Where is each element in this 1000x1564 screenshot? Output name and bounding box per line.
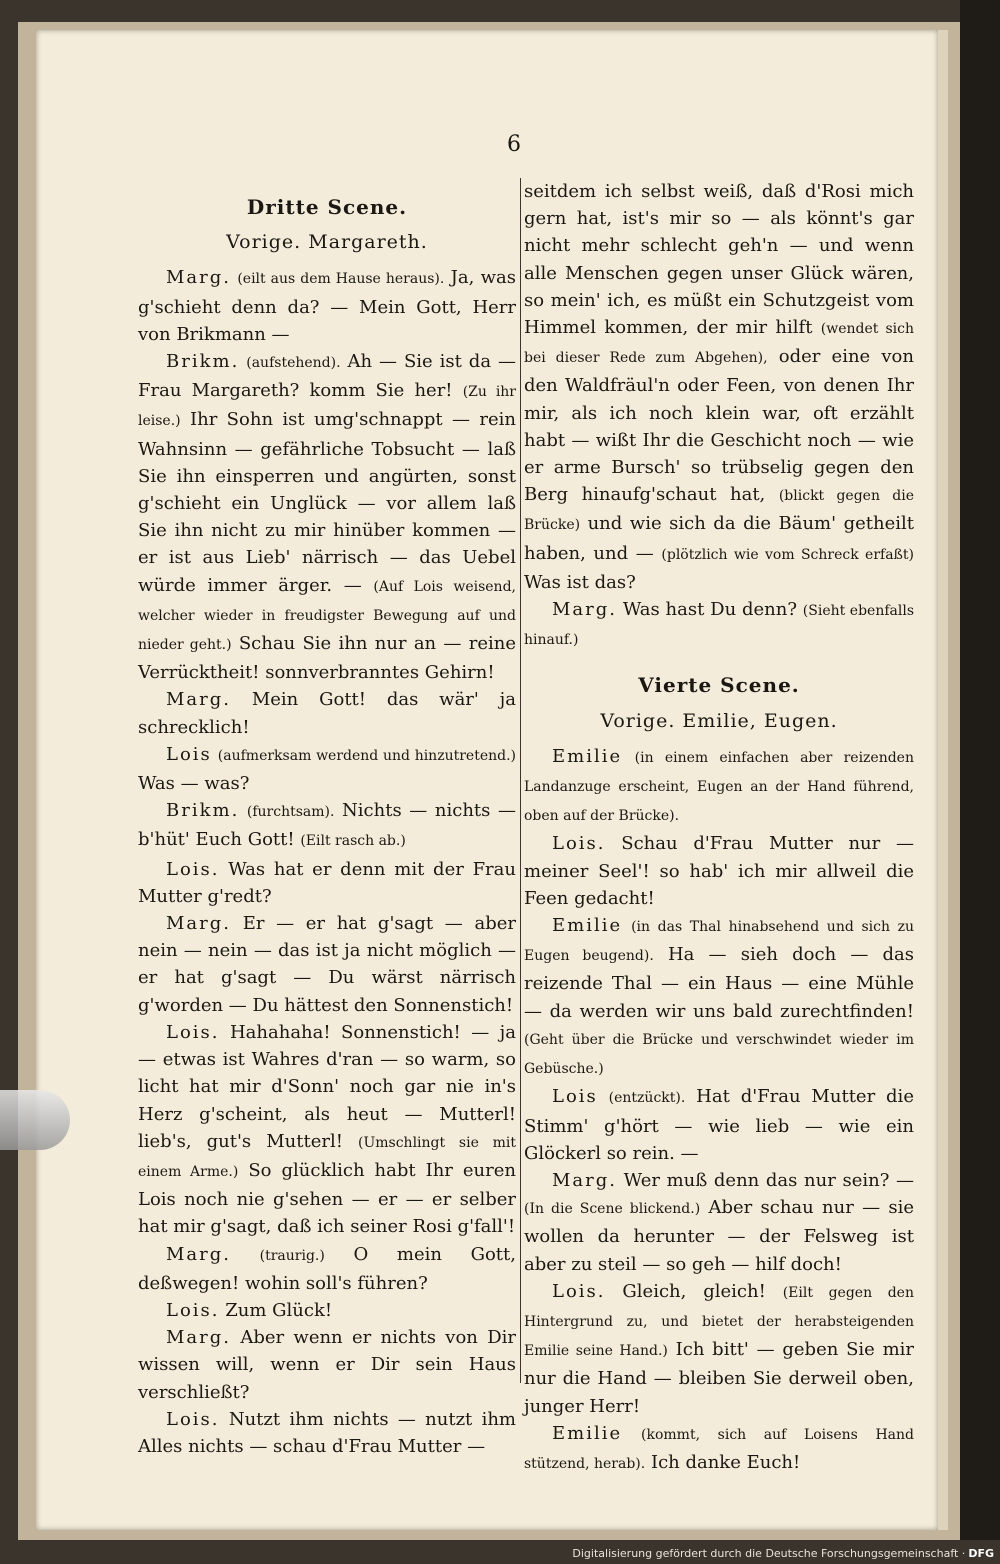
stage-direction: (Geht über die Brücke und verschwindet wieder im Gebüsche.) <box>524 1031 914 1078</box>
speaker: Marg. <box>552 1169 618 1191</box>
dialogue-paragraph <box>138 910 516 1019</box>
speaker: Emilie <box>552 745 623 767</box>
speaker: Brikm. <box>166 351 240 373</box>
stage-direction: (furchtsam). <box>246 804 335 821</box>
dialogue-paragraph <box>138 856 516 910</box>
dialogue-text: Zum Glück! <box>225 1299 333 1321</box>
stage-direction: (aufmerksam werdend und hinzutretend.) <box>217 747 516 764</box>
speaker: Marg. <box>552 599 618 621</box>
speaker: Lois. <box>166 858 220 880</box>
dialogue-text: Hat d'Frau Mutter die Stimm' g'hört — wie lieb — wie ein Glöckerl so rein. — <box>524 1086 914 1164</box>
stage-direction: (Umschlingt sie mit einem Arme.) <box>138 1134 516 1180</box>
dialogue-text: Mein Gott! das wär' ja schrecklich! <box>138 689 516 738</box>
dialogue-text: Schau d'Frau Mutter nur — meiner Seel'! so hab' ich mir allweil die Feen gedacht! <box>524 833 914 909</box>
dialogue-text: Nichts — nichts — b'hüt' Euch Gott! <box>138 800 516 851</box>
speaker: Lois. <box>166 1021 220 1043</box>
speaker: Lois <box>552 1086 598 1108</box>
dialogue-paragraph <box>138 1297 516 1324</box>
dialogue-paragraph <box>524 1083 914 1167</box>
dialogue-text: So glücklich habt Ihr euren Lois noch nie g'sehen — er — er selber hat mir g'sagt, daß ich seiner Rosi g'fall'! <box>138 1159 516 1238</box>
dialogue-paragraph <box>138 741 516 797</box>
scene-characters: Vorige. Emilie, Eugen. <box>600 709 838 732</box>
stage-direction: (Eilt rasch ab.) <box>300 833 406 850</box>
dialogue-text: oder eine von den Waldfräul'n oder Feen, von denen Ihr mir, als ich noch klein war, oft erzählt habt — wißt Ihr die Geschicht noch — wie er arme Bursch' so trübselig gegen den Berg hinaufg'schaut hat, <box>524 346 914 506</box>
dialogue-paragraph <box>524 1167 914 1278</box>
speaker: Emilie <box>552 1422 623 1444</box>
column-divider <box>520 178 521 1383</box>
stage-direction: (Eilt gegen den Hintergrund zu, und bietet der herabsteigenden Emilie seine Hand.) <box>524 1284 914 1360</box>
speaker: Marg. <box>166 689 232 711</box>
speaker: Marg. <box>166 1327 232 1349</box>
dialogue-paragraph <box>138 1019 516 1241</box>
dialogue-text: Was — was? <box>138 773 250 795</box>
stage-direction: (eilt aus dem Hause heraus). <box>237 271 445 288</box>
dialogue-paragraph <box>524 1420 914 1478</box>
speaker: Lois. <box>166 1299 220 1321</box>
left-column <box>138 178 516 1460</box>
dialogue-text: und wie sich da die Bäum' getheilt haben, und — <box>524 513 914 564</box>
dialogue-paragraph <box>524 1278 914 1420</box>
dialogue-text: Was hast Du denn? <box>622 599 797 621</box>
stage-direction: (plötzlich wie vom Schreck erfaßt) <box>661 546 914 563</box>
scene-heading: Dritte Scene. <box>246 195 408 219</box>
dialogue-text: Er — er hat g'sagt — aber nein — nein — das ist ja nicht möglich — er hat g'sagt — Du wärst närrisch g'worden — Du hättest den Sonnenstich! <box>138 913 516 1016</box>
dialogue-text: Hahahaha! Sonnenstich! — ja — etwas ist Wahres d'ran — so warm, so licht hat mir d'Sonn' noch gar nie in's Herz g'scheint, als heut — Mutterl! lieb's, gut's Mutterl! <box>138 1021 516 1152</box>
stage-direction: (traurig.) <box>259 1247 325 1264</box>
dialogue-paragraph <box>138 348 516 686</box>
dialogue-paragraph <box>138 264 516 348</box>
dialogue-text: Ihr Sohn ist umg'schnappt — rein Wahnsinn — gefährliche Tobsucht — laß Sie ihn einsperren und angürten, sonst g'schieht ein Unglück — vor allem laß Sie ihn nicht zu mir hinüber kommen — er ist aus Lieb' närrisch — das Uebel würde immer ärger. — <box>138 409 516 596</box>
dialogue-text: Ich danke Euch! <box>650 1451 801 1473</box>
dialogue-text: Wer muß denn das nur sein? — <box>623 1169 914 1191</box>
stage-direction: (Sieht ebenfalls hinauf.) <box>524 603 915 649</box>
scene-heading: Vierte Scene. <box>638 673 800 698</box>
stage-direction: (in einem einfachen aber reizenden Landanzuge erscheint, Eugen an der Hand führend, oben auf der Brücke). <box>524 749 914 825</box>
scanner-clip <box>0 1090 70 1150</box>
stage-direction: (blickt gegen die Brücke) <box>524 488 914 534</box>
adjacent-page-edge <box>960 0 1000 1540</box>
stage-direction: (wendet sich bei dieser Rede zum Abgehen), <box>524 321 914 367</box>
dialogue-paragraph <box>524 178 914 596</box>
scene-characters: Vorige. Margareth. <box>226 231 428 254</box>
speaker: Lois. <box>166 1408 220 1430</box>
dialogue-paragraph <box>524 596 914 654</box>
dialogue-text: O mein Gott, deßwegen! wohin soll's führen? <box>138 1243 516 1294</box>
dialogue-text: seitdem ich selbst weiß, daß d'Rosi mich gern hat, ist's mir so — als könnt's gar nicht mehr schlecht geh'n — und wenn alle Menschen gegen unser Glück wären, so mein' ich, es müßt ein Schutzgeist vom Himmel kommen, der mir hilft <box>524 181 914 339</box>
stage-direction: (In die Scene blickend.) <box>524 1201 701 1218</box>
dialogue-paragraph <box>524 830 914 912</box>
dialogue-paragraph <box>138 686 516 740</box>
dialogue-text: Ja, was g'schieht denn da? — Mein Gott, Herr von Brikmann — <box>138 267 516 345</box>
dialogue-paragraph <box>524 743 914 831</box>
page-fold <box>938 30 948 1530</box>
speaker: Marg. <box>166 913 232 935</box>
speaker: Brikm. <box>166 800 240 822</box>
stage-direction: (Zu ihr leise.) <box>138 384 517 430</box>
stage-direction: (Auf Lois weisend, welcher wieder in freudigster Bewegung auf und nieder geht.) <box>138 578 516 654</box>
dialogue-text: Was ist das? <box>524 571 636 593</box>
dialogue-text: Ich bitt' — geben Sie mir nur die Hand — bleiben Sie derweil oben, junger Herr! <box>524 1339 914 1417</box>
speaker: Lois <box>166 743 212 765</box>
stage-direction: (in das Thal hinabsehend und sich zu Eugen beugend). <box>524 919 914 965</box>
dialogue-paragraph <box>138 1241 516 1297</box>
dialogue-paragraph <box>524 912 914 1083</box>
stage-direction: (entzückt). <box>608 1090 686 1107</box>
speaker: Lois. <box>552 833 606 855</box>
speaker: Marg. <box>166 1243 232 1265</box>
dialogue-paragraph <box>138 1324 516 1406</box>
page-number: 6 <box>507 132 521 157</box>
dialogue-paragraph <box>138 1406 516 1460</box>
dialogue-text: Ha — sieh doch — das reizende Thal — ein Haus — eine Mühle — da werden wir uns bald zurechtfinden! <box>524 944 914 1022</box>
dialogue-paragraph <box>138 797 516 855</box>
right-column <box>524 178 914 1478</box>
dialogue-text: Ah — Sie ist da — Frau Margareth? komm Sie her! <box>138 351 517 402</box>
stage-direction: (aufstehend). <box>246 355 341 372</box>
dfg-logo-icon: DFG <box>968 1547 994 1560</box>
dialogue-text: Aber wenn er nichts von Dir wissen will, wenn er Dir sein Haus verschließt? <box>138 1327 516 1403</box>
dialogue-text: Gleich, gleich! <box>622 1280 766 1302</box>
dialogue-text: Nutzt ihm nichts — nutzt ihm Alles nichts — schau d'Frau Mutter — <box>138 1408 516 1457</box>
speaker: Emilie <box>552 915 623 937</box>
digitization-credit <box>572 1547 994 1560</box>
credit-text: Digitalisierung gefördert durch die Deutsche Forschungsgemeinschaft · <box>572 1547 966 1560</box>
dialogue-text: Schau Sie ihn nur an — reine Verrücktheit! sonnverbranntes Gehirn! <box>138 633 516 684</box>
dialogue-text: Was hat er denn mit der Frau Mutter g'redt? <box>138 858 516 907</box>
stage-direction: (kommt, sich auf Loisens Hand stützend, herab). <box>524 1426 914 1472</box>
speaker: Marg. <box>166 267 232 289</box>
dialogue-text: Aber schau nur — sie wollen da herunter — der Felsweg ist aber zu steil — so geh — hilf doch! <box>524 1197 914 1275</box>
speaker: Lois. <box>552 1280 606 1302</box>
